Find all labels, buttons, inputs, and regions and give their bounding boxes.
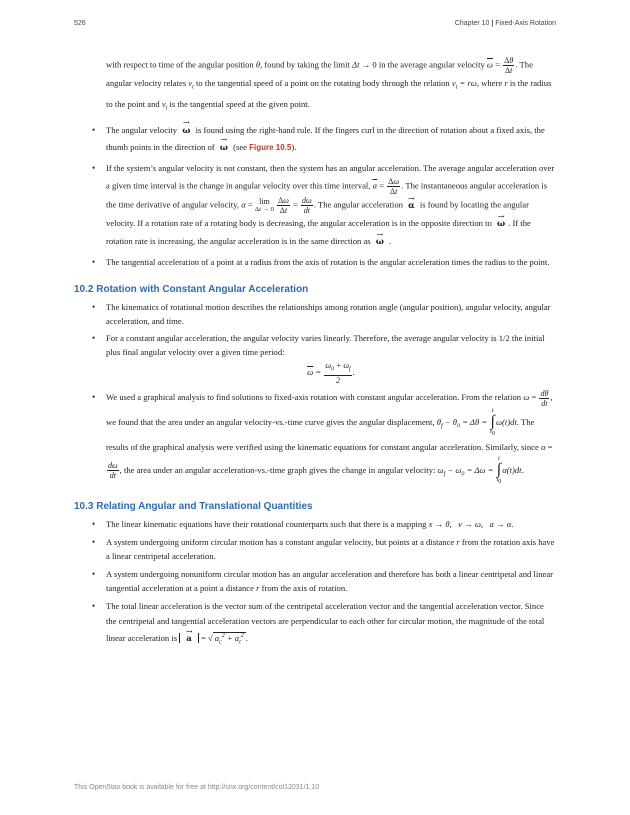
list-item: • The tangential acceleration of a point at a radius from the axis of rotation is the angular acceleration times the radius to the point. <box>74 255 556 269</box>
page-number: 526 <box>74 20 86 27</box>
page-content <box>74 56 556 651</box>
list-item: • For a constant angular acceleration, the angular velocity varies linearly. Therefore, the average angular velocity is 1/2 the initial plus final angular velocity over a given time period: $\overline{\omega}$ = $\frac{\omega_0 + \omega_f}{2}$ . <box>74 331 556 385</box>
list-item: • We used a graphical analysis to find solutions to fixed-axis rotation with constant angular acceleration. From the relation ω = $\frac{d\theta}{dt}$ , we found that the area under an angular velocity-vs.-time curve gives the angular displacement, $\theta_f - \theta_0 = \Delta\theta = t$ ∫ $t_0\omega(t)dt$. The results of the graphical analysis were verified using the kinematic equations for constant angular acceleration. Similarly, since α = $\frac{d\omega}{dt}$ , the area under an angular acceleration-vs.-time graph gives the change in angular velocity: $\omega_f - \omega_0 = \Delta\omega = t$ ∫ $t_0\alpha(t)dt$. <box>74 388 556 486</box>
list-item: • The kinematics of rotational motion describes the relationships among rotation angle (angular position), angular velocity, angular acceleration, and time. <box>74 300 556 328</box>
chapter-title: Chapter 10 | Fixed-Axis Rotation <box>454 20 556 27</box>
intro-paragraph: with respect to time of the angular position θ, found by taking the limit Δt → 0 in the average angular velocity $\overline{\omega}$ = $\frac{\Delta\theta}{\Delta t}$ . The angular velocity relates $v_t$ to the tangential speed of a point on the rotating body through the relation $v_t = r\omega$, where r is the radius to the point and $v_t$ is the tangential speed at the given point. <box>106 56 552 112</box>
page-footer: This OpenStax book is available for free at http://cnx.org/content/col12031/1.10 <box>74 784 320 791</box>
list-item: • A system undergoing nonuniform circular motion has an angular acceleration and therefore has both a linear centripetal and linear tangential acceleration at a point a distance r from the axis of rotation. <box>74 567 556 595</box>
list-item: • The linear kinematic equations have their rotational counterparts such that there is a mapping x → θ, v → ω, a → α. <box>74 517 556 531</box>
list-item: • The total linear acceleration is the vector sum of the centripetal acceleration vector and the tangential acceleration vector. Since the centripetal and tangential acceleration vectors are perpendicular to each other for circular motion, the magnitude of the total linear acceleration is → a = √ $a_c^2 + a_t^2$ . <box>74 599 556 651</box>
section-heading-10-3: 10.3 Relating Angular and Translational Quantities <box>74 500 313 512</box>
equation: $\overline{\omega}$ = $\frac{\omega_0 + \omega_f}{2}$ . <box>307 361 355 386</box>
section-heading-10-2: 10.2 Rotation with Constant Angular Acceleration <box>74 284 309 296</box>
bullet-list-2 <box>74 300 556 486</box>
figure-link[interactable]: Figure 10.5 <box>249 143 292 153</box>
list-item: • A system undergoing uniform circular motion has a constant angular velocity, but points at a distance r from the rotation axis have a linear centripetal acceleration. <box>74 535 556 563</box>
page-header <box>74 20 556 34</box>
bullet-list-1 <box>74 122 556 269</box>
list-item: • The angular velocity → ω is found using the right-hand rule. If the fingers curl in the direction of rotation about a fixed axis, the thumb points in the direction of → ω (see Figure 10.5). <box>74 122 556 156</box>
list-item: • If the system’s angular velocity is not constant, then the system has an angular acceleration. The average angular acceleration over a given time interval is the change in angular velocity over this time interval, $\overline{\alpha}$ = $\frac{\Delta\omega}{\Delta t}$ . The instantaneous angular acceleration is the time derivative of angular velocity, α = lim Δt → 0 $\frac{\Delta\omega}{\Delta t}$ = $\frac{d\omega}{dt}$ . The angular acceleration → α is found by locating the angular velocity. If a rotation rate of a rotating body is decreasing, the angular acceleration is in the opposite direction to → ω . If the rotation rate is increasing, the angular acceleration is in the same direction as → ω . <box>74 160 556 251</box>
bullet-list-3 <box>74 517 556 651</box>
